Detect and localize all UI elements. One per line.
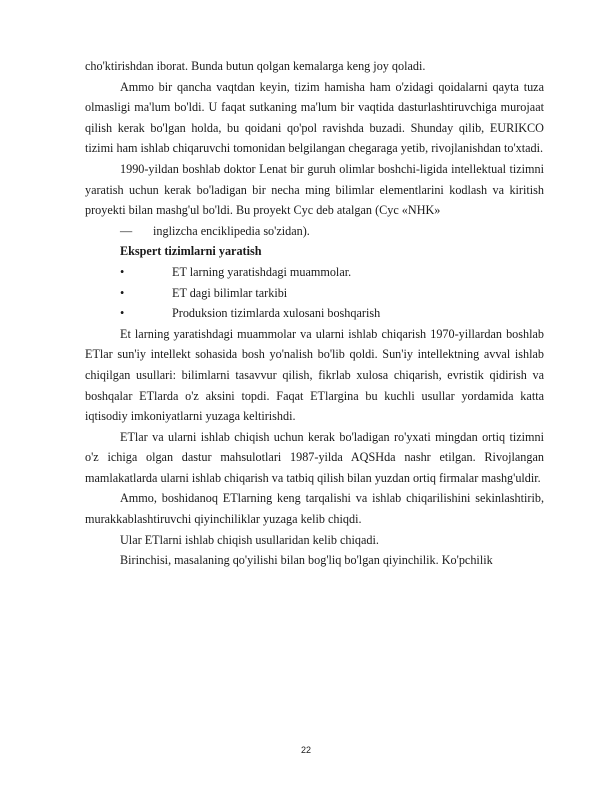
dash-text: inglizcha enciklipedia so'zidan).: [153, 223, 310, 238]
paragraph-origin: Ular ETlarni ishlab chiqish usullaridan kelib chiqadi.: [120, 532, 379, 547]
paragraph-first-difficulty: Birinchisi, masalaning qo'yilishi bilan bog'liq bo'lgan qiyinchilik. Ko'pchilik: [120, 553, 493, 568]
bullet-mark: •: [120, 264, 125, 279]
bullet-mark: •: [120, 306, 125, 321]
dash-mark: —: [120, 223, 133, 238]
bullet-mark: •: [120, 285, 125, 300]
section-heading: Ekspert tizimlarni yaratish: [120, 244, 262, 259]
bullet-text: ET larning yaratishdagi muammolar.: [172, 264, 352, 279]
paragraph-et-problems: Et larning yaratishdagi muammolar va ularni ishlab chiqarish 1970-yillardan boshlab ETlar sun'iy intellekt sohasida bosh yo'nalish bo'lib qoldi. Sun'iy intellektning avval ishlab chiqilgan usullari: bilimlarni tasavvur qilish, fikrlab xulosa chiqarish, evristik qidirish va boshqalar ETlarda o'z aksini topdi. Faqat ETlargina bu kuchli usullar yordamida katta iqtisodiy imkoniyatlarni yuzaga keltirishdi.: [85, 326, 544, 424]
bullet-item: [85, 283, 544, 304]
paragraph-lenat-cyc: 1990-yildan boshlab doktor Lenat bir guruh olimlar boshchi-ligida intellektual tizimni yaratish uchun kerak bo'ladigan bir necha ming bilimlar elementlarini kodlash va kiritish proyekti bilan mashg'ul bo'ldi. Bu proyekt Cyc deb atalgan (Cyc «NHK»: [85, 161, 544, 218]
paragraph-difficulties: Ammo, boshidanoq ETlarning keng tarqalishi va ishlab chiqarilishini sekinlashtirib, murakkablashtiruvchi qiyinchiliklar yuzaga kelib chiqdi.: [85, 491, 544, 527]
bullet-item: [85, 262, 544, 283]
paragraph-cyc-etymology: [85, 221, 544, 242]
page-number: 22: [300, 745, 311, 755]
bullet-text: ET dagi bilimlar tarkibi: [172, 285, 288, 300]
paragraph-continuation: cho'ktirishdan iborat. Bunda butun qolgan kemalarga keng joy qoladi.: [85, 59, 426, 73]
bullet-text: Produksion tizimlarda xulosani boshqarish: [172, 306, 381, 321]
bullet-item: [85, 303, 544, 324]
document-body: [85, 56, 544, 571]
paragraph-eurikco: Ammo bir qancha vaqtdan keyin, tizim hamisha ham o'zidagi qoidalarni qayta tuza olmasligi ma'lum bo'ldi. U faqat sutkaning ma'lum bir vaqtida dasturlashtiruvchiga murojaat qilish kerak bo'lgan holda, bu qoidani qo'pol ravishda buzadi. Shunday qilib, EURIKCO tizimi ham ishlab chiqaruvchi tomonidan belgilangan chegaraga yetib, rivojlanishdan to'xtadi.: [85, 79, 544, 156]
paragraph-et-products: ETlar va ularni ishlab chiqish uchun kerak bo'ladigan ro'yxati mingdan ortiq tizimni o'z ichiga olgan dastur mahsulotlari 1987-yilda AQSHda nashr etilgan. Rivojlangan mamlakatlarda ularni ishlab chiqarish va tatbiq qilish bilan yuzdan ortiq firmalar mashg'uldir.: [85, 429, 544, 485]
